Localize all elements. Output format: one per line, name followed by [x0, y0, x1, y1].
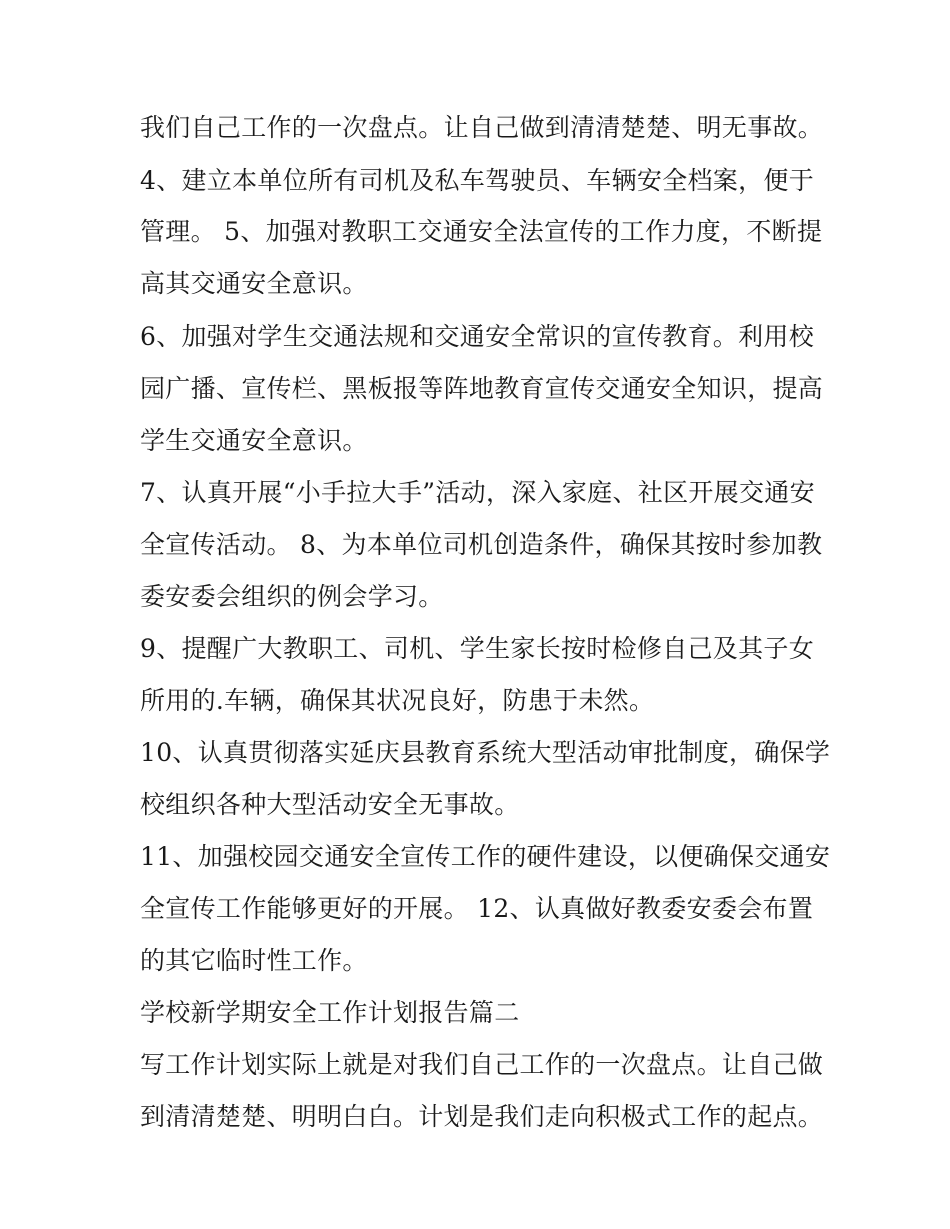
text-line: 全宣传工作能够更好的开展。 12、认真做好教委安委会布置 — [140, 894, 814, 923]
text-line: 10、认真贯彻落实延庆县教育系统大型活动审批制度，确保学 — [140, 738, 831, 767]
text-line: 6、加强对学生交通法规和交通安全常识的宣传教育。利用校 — [140, 322, 815, 351]
text-line: 的其它临时性工作。 — [140, 946, 368, 975]
text-line: 11、加强校园交通安全宣传工作的硬件建设，以便确保交通安 — [140, 842, 831, 871]
text-line: 4、建立本单位所有司机及私车驾驶员、车辆安全档案，便于 — [140, 166, 815, 195]
text-line: 7、认真开展“小手拉大手”活动，深入家庭、社区开展交通安 — [140, 478, 815, 507]
text-line: 写工作计划实际上就是对我们自己工作的一次盘点。让自己做 — [140, 1050, 824, 1079]
text-line: 管理。 5、加强对教职工交通安全法宣传的工作力度，不断提 — [140, 217, 823, 246]
text-line: 委安委会组织的例会学习。 — [140, 582, 444, 611]
text-line: 园广播、宣传栏、黑板报等阵地教育宣传交通安全知识，提高 — [140, 374, 824, 403]
text-line: 所用的.车辆，确保其状况良好，防患于未然。 — [140, 686, 655, 715]
text-line: 高其交通安全意识。 — [140, 269, 368, 298]
text-line: 全宣传活动。 8、为本单位司机创造条件，确保其按时参加教 — [140, 530, 823, 559]
text-line: 校组织各种大型活动安全无事故。 — [140, 790, 520, 819]
text-line: 学生交通安全意识。 — [140, 426, 368, 455]
text-line: 我们自己工作的一次盘点。让自己做到清清楚楚、明无事故。 — [140, 113, 824, 142]
text-line: 到清清楚楚、明明白白。计划是我们走向积极式工作的起点。 — [140, 1102, 824, 1131]
section-heading: 学校新学期安全工作计划报告篇二 — [140, 998, 520, 1027]
text-line: 9、提醒广大教职工、司机、学生家长按时检修自己及其子女 — [140, 634, 815, 663]
